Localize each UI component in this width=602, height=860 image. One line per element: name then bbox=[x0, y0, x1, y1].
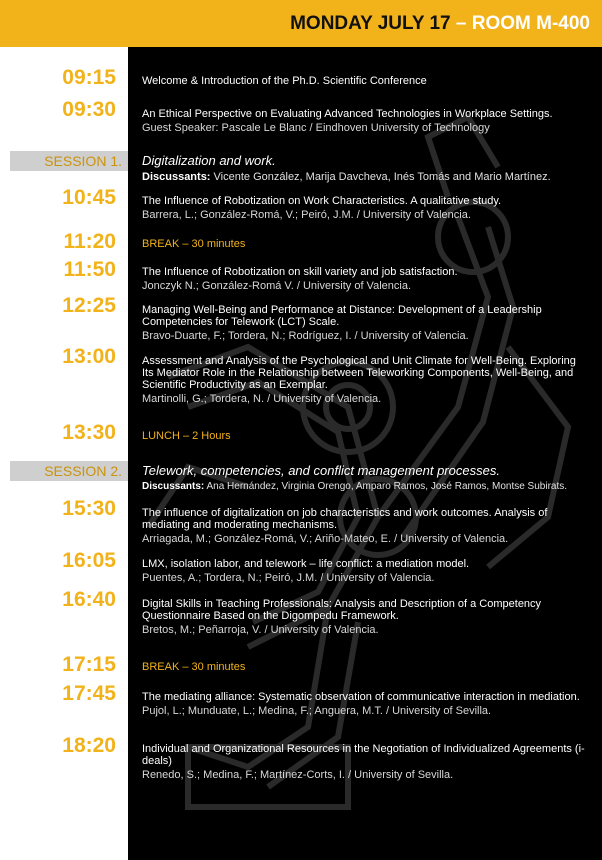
talk-title: LMX, isolation labor, and telework – life conflict: a mediation model. bbox=[142, 558, 470, 570]
talk-title: Assessment and Analysis of the Psychological and Unit Climate for Well-Being. Exploring Its Mediator Role in the Relationship between Teleworking Components, Well-Being, and Scientific Productivity as an Exemplar. bbox=[142, 355, 576, 391]
page-title bbox=[290, 13, 590, 35]
talk-title: The Influence of Robotization on skill variety and job satisfaction. bbox=[142, 266, 458, 278]
session-1-label: SESSION 1. bbox=[44, 153, 122, 169]
talk-1745 bbox=[142, 691, 588, 717]
talk-1300 bbox=[142, 355, 588, 405]
day-label: MONDAY JULY 17 bbox=[290, 13, 451, 34]
discussants-names: Vicente González, Marija Davcheva, Inés Tomás and Mario Martínez. bbox=[210, 171, 551, 183]
title-separator: – bbox=[450, 13, 472, 34]
time-0915: 09:15 bbox=[62, 66, 116, 89]
talk-title: The mediating alliance: Systematic observation of communicative interaction in mediation. bbox=[142, 691, 580, 703]
talk-1225 bbox=[142, 304, 588, 342]
session-2-title: Telework, competencies, and conflict management processes. bbox=[142, 463, 500, 478]
talk-1150 bbox=[142, 266, 588, 292]
header-bar bbox=[0, 0, 602, 47]
time-1045: 10:45 bbox=[62, 186, 116, 209]
talk-1640 bbox=[142, 598, 588, 636]
time-1150: 11:50 bbox=[63, 258, 116, 281]
time-1300: 13:00 bbox=[62, 345, 116, 368]
session-1-discussants bbox=[142, 171, 588, 183]
session-1-title: Digitalization and work. bbox=[142, 153, 276, 168]
talk-authors: Arriagada, M.; González-Romá, V.; Ariño-Mateo, E. / University of Valencia. bbox=[142, 533, 509, 545]
talk-authors: Bretos, M.; Peñarroja, V. / University of Valencia. bbox=[142, 624, 379, 636]
talk-title: Individual and Organizational Resources in the Negotiation of Individualized Agreements (i-deals) bbox=[142, 743, 585, 767]
talk-authors: Jonczyk N.; González-Romá V. / University of Valencia. bbox=[142, 280, 411, 292]
time-1225: 12:25 bbox=[62, 294, 116, 317]
welcome-item bbox=[142, 75, 588, 87]
talk-title: Managing Well-Being and Performance at Distance: Development of a Leadership Competencies for Telework (LCT) Scale. bbox=[142, 304, 542, 328]
break-1 bbox=[142, 238, 588, 250]
lunch-break bbox=[142, 430, 588, 442]
talk-authors: Pujol, L.; Munduate, L.; Medina, F.; Anguera, M.T. / University of Sevilla. bbox=[142, 705, 492, 717]
time-1605: 16:05 bbox=[62, 549, 116, 572]
discussants-label: Discussants: bbox=[142, 481, 205, 492]
break-label: BREAK – 30 minutes bbox=[142, 661, 246, 673]
lunch-label: LUNCH – 2 Hours bbox=[142, 430, 231, 442]
talk-authors: Puentes, A.; Tordera, N.; Peiró, J.M. / University of Valencia. bbox=[142, 572, 435, 584]
discussants-label: Discussants: bbox=[142, 171, 211, 183]
welcome-title: Welcome & Introduction of the Ph.D. Scientific Conference bbox=[142, 75, 427, 87]
time-1530: 15:30 bbox=[62, 497, 116, 520]
talk-authors: Barrera, L.; González-Romá, V.; Peiró, J.M. / University of Valencia. bbox=[142, 209, 471, 221]
discussants-names: Ana Hernández, Virginia Orengo, Amparo Ramos, José Ramos, Montse Subirats. bbox=[204, 481, 568, 492]
room-label: ROOM M-400 bbox=[471, 13, 590, 34]
session-2-discussants bbox=[142, 481, 588, 493]
keynote-speaker: Guest Speaker: Pascale Le Blanc / Eindhoven University of Technology bbox=[142, 122, 490, 134]
time-0930: 09:30 bbox=[62, 98, 116, 121]
talk-title: Digital Skills in Teaching Professionals: Analysis and Description of a Competency Questionnaire Based on the Digompedu Framework. bbox=[142, 598, 542, 622]
talk-1045 bbox=[142, 195, 588, 221]
session-2-heading bbox=[142, 463, 588, 493]
time-1820: 18:20 bbox=[62, 734, 116, 757]
session-1-heading bbox=[142, 153, 588, 183]
time-1745: 17:45 bbox=[62, 682, 116, 705]
time-1330: 13:30 bbox=[62, 421, 116, 444]
talk-authors: Martinolli, G.; Tordera, N. / University of Valencia. bbox=[142, 393, 382, 405]
talk-title: The Influence of Robotization on Work Characteristics. A qualitative study. bbox=[142, 195, 502, 207]
time-1640: 16:40 bbox=[62, 588, 116, 611]
keynote-item bbox=[142, 108, 588, 134]
talk-1530 bbox=[142, 507, 588, 545]
break-2 bbox=[142, 661, 588, 673]
time-1120: 11:20 bbox=[63, 230, 116, 253]
time-1715: 17:15 bbox=[62, 653, 116, 676]
session-2-label: SESSION 2. bbox=[44, 463, 122, 479]
break-label: BREAK – 30 minutes bbox=[142, 238, 246, 250]
talk-title: The influence of digitalization on job characteristics and work outcomes. Analysis of mediating and moderating mechanisms. bbox=[142, 507, 548, 531]
talk-authors: Bravo-Duarte, F.; Tordera, N.; Rodríguez, I. / University of Valencia. bbox=[142, 330, 469, 342]
keynote-title: An Ethical Perspective on Evaluating Advanced Technologies in Workplace Settings. bbox=[142, 108, 553, 120]
talk-authors: Renedo, S.; Medina, F.; Martínez-Corts, I. / University of Sevilla. bbox=[142, 769, 454, 781]
talk-1605 bbox=[142, 558, 588, 584]
talk-1820 bbox=[142, 743, 588, 781]
